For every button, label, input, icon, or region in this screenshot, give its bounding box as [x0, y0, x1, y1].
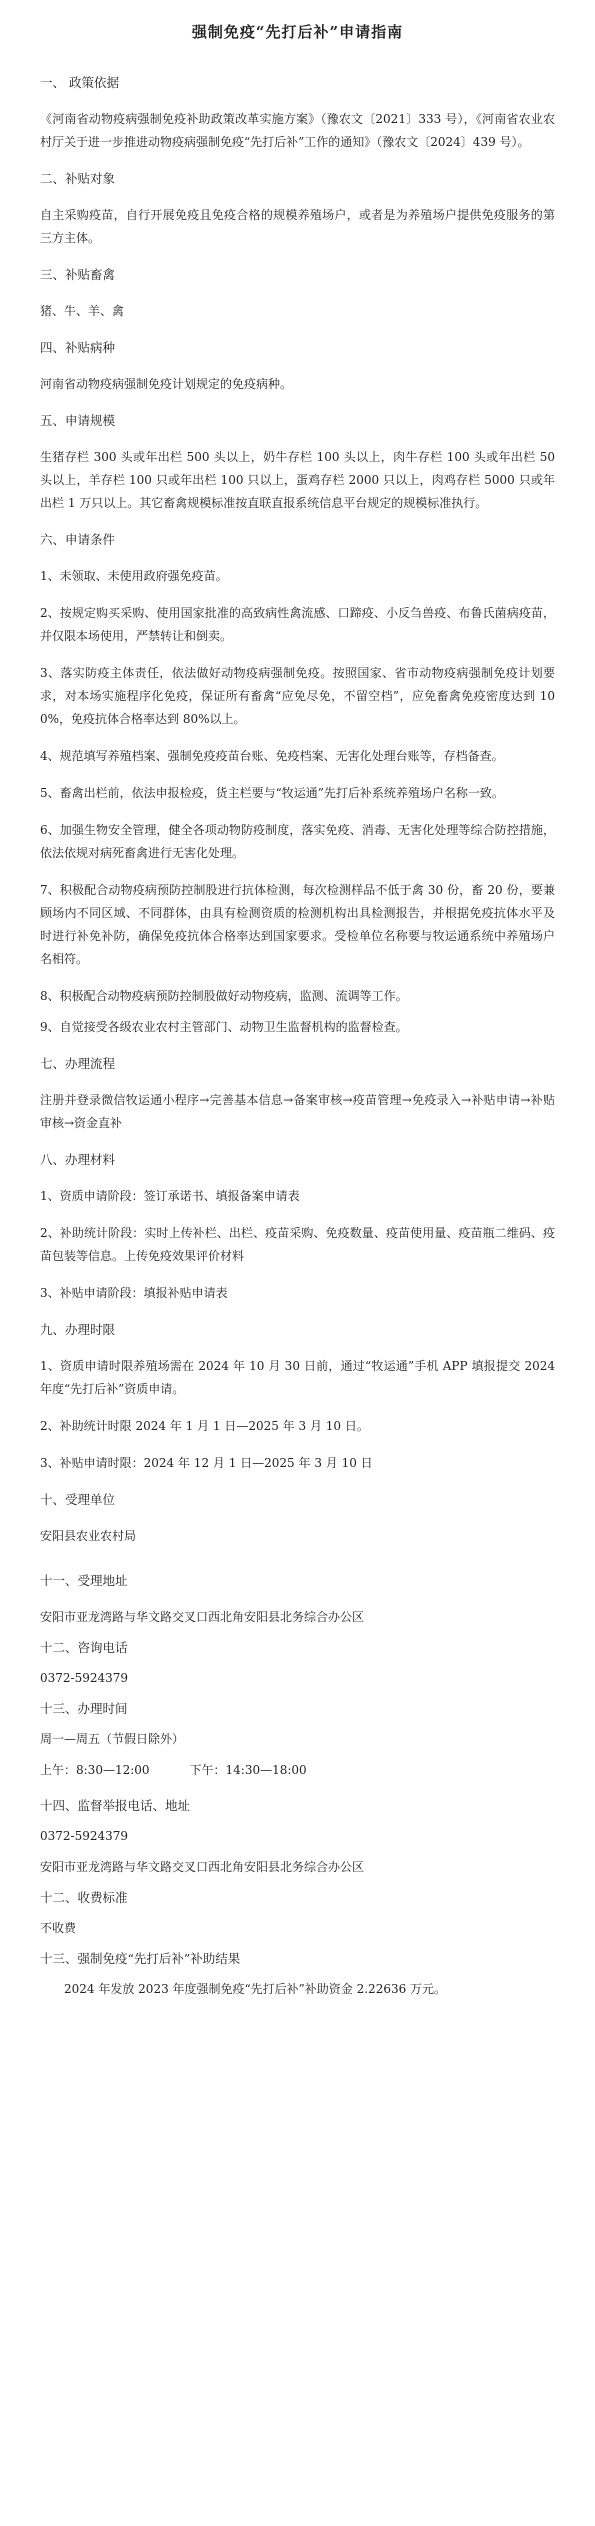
- condition-item: 6、加强生物安全管理，健全各项动物防疫制度，落实免疫、消毒、无害化处理等综合防控措施，依法依规对病死畜禽进行无害化处理。: [40, 823, 555, 860]
- section-heading-phone: 十二、咨询电话: [40, 1640, 128, 1655]
- time-limit-item: 2、补助统计时限 2024 年 1 月 1 日—2025 年 3 月 10 日。: [40, 1419, 369, 1433]
- office-hours-morning: 上午：8:30—12:00: [40, 1763, 150, 1777]
- office-hours-times: [40, 1759, 555, 1781]
- supervision-address: 安阳市亚龙湾路与华文路交叉口西北角安阳县北务综合办公区: [40, 1860, 365, 1874]
- section-heading-office-hours: 十三、办理时间: [40, 1701, 128, 1716]
- section-heading-subsidy-target: 二、补贴对象: [40, 171, 116, 186]
- section-body-process: 注册并登录微信牧运通小程序→完善基本信息→备案审核→疫苗管理→免疫录入→补贴申请→补贴审核→资金直补: [40, 1093, 555, 1130]
- section-heading-address: 十一、受理地址: [40, 1573, 128, 1588]
- condition-item: 4、规范填写养殖档案、强制免疫疫苗台账、免疫档案、无害化处理台账等，存档备查。: [40, 749, 504, 763]
- section-body-subsidy-result: 2024 年发放 2023 年度强制免疫“先打后补”补助资金 2.22636 万元。: [64, 1982, 447, 1996]
- section-body-policy-basis: 《河南省动物疫病强制免疫补助政策改革实施方案》（豫农文〔2021〕333 号），《河南省农业农村厅关于进一步推进动物疫病强制免疫“先打后补”工作的通知》（豫农文〔2024〕439 号）。: [40, 112, 555, 149]
- office-hours-days: 周一—周五（节假日除外）: [40, 1732, 185, 1746]
- section-body-phone: 0372-5924379: [40, 1671, 129, 1685]
- time-limit-item: 1、资质申请时限养殖场需在 2024 年 10 月 30 日前，通过“牧运通”手机 APP 填报提交 2024 年度“先打后补”资质申请。: [40, 1359, 555, 1396]
- office-hours-afternoon: 下午：14:30—18:00: [189, 1763, 307, 1777]
- section-heading-livestock: 三、补贴畜禽: [40, 267, 116, 282]
- section-body-fees: 不收费: [40, 1921, 77, 1935]
- supervision-phone: 0372-5924379: [40, 1829, 129, 1843]
- document-title: 强制免疫“先打后补”申请指南: [191, 23, 404, 41]
- section-heading-process: 七、办理流程: [40, 1056, 116, 1071]
- section-heading-materials: 八、办理材料: [40, 1152, 116, 1167]
- section-heading-supervision: 十四、监督举报电话、地址: [40, 1798, 191, 1813]
- section-body-address: 安阳市亚龙湾路与华文路交叉口西北角安阳县北务综合办公区: [40, 1610, 365, 1624]
- section-heading-subsidy-result: 十三、强制免疫“先打后补”补助结果: [40, 1951, 241, 1966]
- section-heading-disease: 四、补贴病种: [40, 340, 116, 355]
- section-heading-time-limit: 九、办理时限: [40, 1322, 116, 1337]
- section-heading-accepting-unit: 十、受理单位: [40, 1492, 116, 1507]
- condition-item: 3、落实防疫主体责任，依法做好动物疫病强制免疫。按照国家、省市动物疫病强制免疫计划要求，对本场实施程序化免疫，保证所有畜禽“应免尽免，不留空档”，应免畜禽免疫密度达到 100%，免疫抗体合格率达到 80%以上。: [40, 666, 555, 726]
- time-limit-item: 3、补贴申请时限：2024 年 12 月 1 日—2025 年 3 月 10 日: [40, 1456, 373, 1470]
- materials-item: 1、资质申请阶段：签订承诺书、填报备案申请表: [40, 1189, 300, 1203]
- section-body-accepting-unit: 安阳县农业农村局: [40, 1529, 137, 1543]
- section-body-subsidy-target: 自主采购疫苗，自行开展免疫且免疫合格的规模养殖场户，或者是为养殖场户提供免疫服务的第三方主体。: [40, 208, 555, 245]
- materials-item: 2、补助统计阶段：实时上传补栏、出栏、疫苗采购、免疫数量、疫苗使用量、疫苗瓶二维码、疫苗包装等信息。上传免疫效果评价材料: [40, 1226, 555, 1263]
- section-heading-conditions: 六、申请条件: [40, 532, 116, 547]
- section-heading-policy-basis: 一、 政策依据: [40, 75, 119, 90]
- condition-item: 2、按规定购买采购、使用国家批准的高致病性禽流感、口蹄疫、小反刍兽疫、布鲁氏菌病疫苗，并仅限本场使用，严禁转让和倒卖。: [40, 606, 555, 643]
- materials-item: 3、补贴申请阶段：填报补贴申请表: [40, 1286, 228, 1300]
- condition-item: 8、积极配合动物疫病预防控制股做好动物疫病，监测、流调等工作。: [40, 989, 408, 1003]
- section-body-disease: 河南省动物疫病强制免疫计划规定的免疫病种。: [40, 377, 293, 391]
- condition-item: 1、未领取、未使用政府强免疫苗。: [40, 569, 228, 583]
- condition-item: 5、畜禽出栏前，依法申报检疫，货主栏要与“牧运通”先打后补系统养殖场户名称一致。: [40, 786, 504, 800]
- section-heading-fees: 十二、收费标准: [40, 1890, 128, 1905]
- section-body-scale: 生猪存栏 300 头或年出栏 500 头以上，奶牛存栏 100 头以上，肉牛存栏 100 头或年出栏 50 头以上，羊存栏 100 只或年出栏 100 只以上，蛋鸡存栏 2000 只以上，肉鸡存栏 5000 只或年出栏 1 万只以上。其它畜禽规模标准按直联直报系统信息平台规定的规模标准执行。: [40, 450, 555, 510]
- section-heading-scale: 五、申请规模: [40, 413, 116, 428]
- condition-item: 9、自觉接受各级农业农村主管部门、动物卫生监督机构的监督检查。: [40, 1020, 408, 1034]
- condition-item: 7、积极配合动物疫病预防控制股进行抗体检测，每次检测样品不低于禽 30 份，畜 20 份，要兼顾场内不同区域、不同群体，由具有检测资质的检测机构出具检测报告，并根据免疫抗体水平及时进行补免补防，确保免疫抗体合格率达到国家要求。受检单位名称要与牧运通系统中养殖场户名相符。: [40, 883, 555, 966]
- section-body-livestock: 猪、牛、羊、禽: [40, 304, 125, 318]
